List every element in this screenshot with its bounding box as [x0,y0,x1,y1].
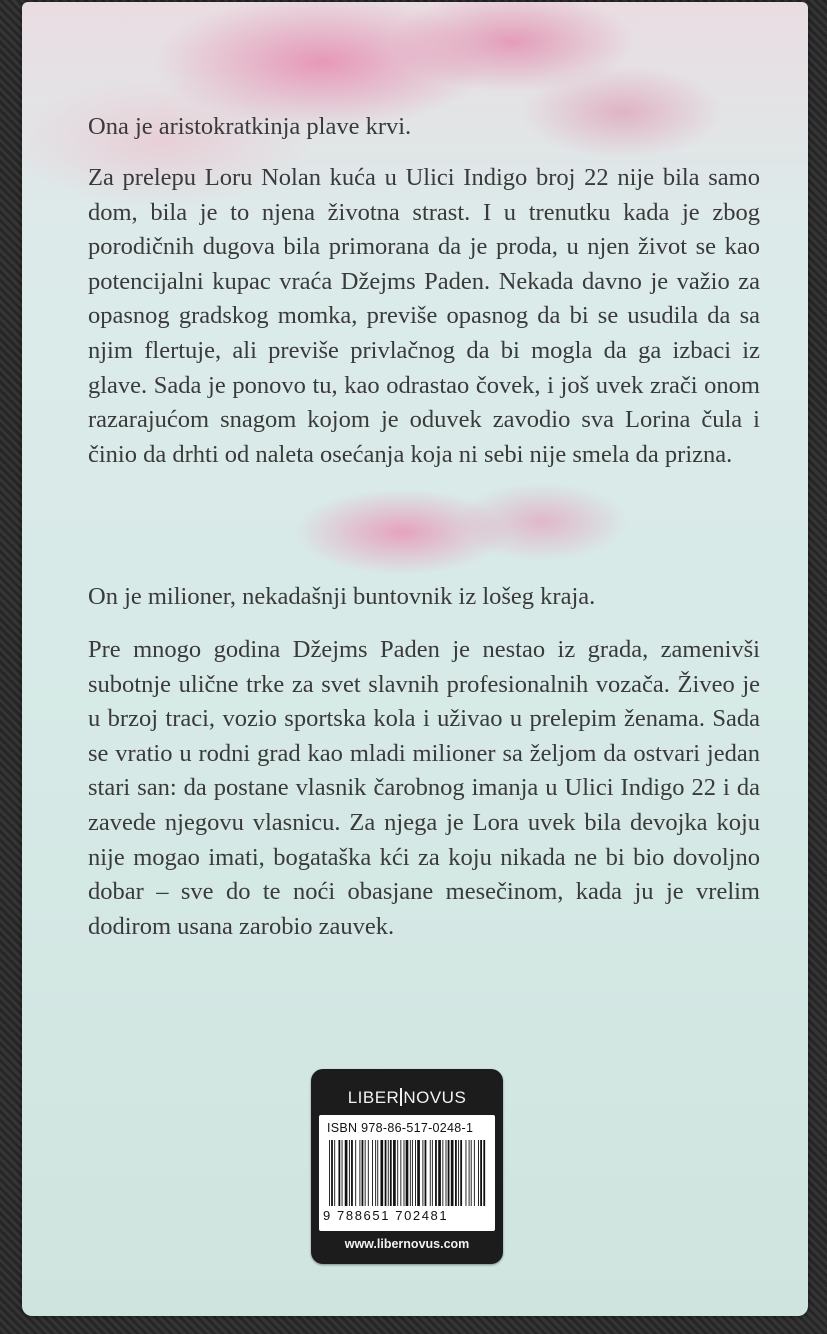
blurb-paragraph-hero [88,633,760,944]
barcode-bar [480,1140,482,1206]
publisher-logo [311,1088,503,1108]
barcode-bar [368,1140,369,1206]
barcode-bar [474,1140,475,1206]
blurb-paragraph-heroine [88,161,760,472]
barcode-bar [400,1140,401,1206]
barcode-bar [448,1140,450,1206]
barcode-bar [397,1140,398,1206]
barcode-bar [380,1140,383,1206]
barcode-bar [432,1140,433,1206]
barcode-bar [385,1140,387,1206]
barcode-bar [460,1140,462,1206]
barcode-bar [375,1140,376,1206]
barcode-bar [438,1140,441,1206]
barcode-bar [458,1140,459,1206]
barcode-bar [390,1140,392,1206]
barcode-bar [329,1140,330,1206]
barcode-bar [342,1140,343,1206]
barcode-bar [446,1140,447,1206]
barcode-bar [415,1140,416,1206]
barcode-bar [469,1140,470,1206]
isbn-panel [319,1115,495,1231]
barcode-icon [327,1140,487,1206]
barcode-bar [435,1140,437,1206]
barcode-bar [422,1140,423,1206]
barcode-digits: 9 788651 702481 [323,1208,449,1223]
barcode-bar [471,1140,472,1206]
barcode-bar [455,1140,457,1206]
barcode-bar [412,1140,413,1206]
book-back-cover [22,2,808,1316]
barcode-bar [388,1140,389,1206]
barcode-bar [417,1140,420,1206]
barcode-bar [331,1140,333,1206]
blurb-text-2: Pre mnogo godina Džejms Paden je nestao iz grada, zamenivši subotnje ulične trke za svet slavnih profesionalnih vozača. Živeo je u brzoj traci, vozio sportska kola i uživao u prelepim ženama. Sada se vratio u rodni grad kao mladi milioner sa željom da ostvari jedan stari san: da postane vlasnik čarobnog imanja u Ulici Indigo 22 i da zavede njegovu vlasnicu. Za njega je Lora uvek bila devojka koju nije mogao imati, bogataška kći za koju nikada ne bi bio dovoljno dobar – sve do te noći obasjane mesečinom, kada ju je vrelim dodirom usana zarobio zauvek. [88,636,760,940]
logo-right-text: NOVUS [403,1088,467,1107]
barcode-bar [345,1140,348,1206]
barcode-bar [406,1140,409,1206]
barcode-bar [410,1140,411,1206]
publisher-url: www.libernovus.com [344,1237,470,1251]
barcode-bar [483,1140,485,1206]
barcode-bar [359,1140,360,1206]
barcode-bar [430,1140,431,1206]
barcode-bar [377,1140,378,1206]
blurb-text-1: Za prelepu Loru Nolan kuća u Ulici Indigo broj 22 nije bila samo dom, bila je to njena životna strast. I u trenutku kada je zbog porodičnih dugova bila primorana da je proda, u njen život se kao potencijalni kupac vraća Džejms Paden. Nekada davno je važio za opasnog gradskog momka, previše opasnog da bi se usudila da sa njim flertuje, ali previše privlačnog da bi mogla da ga izbaci iz glave. Sada je ponovo tu, kao odrastao čovek, i još uvek zrači onom razarajućom snagom kojom je oduvek zavodio sva Lorina čula i činio da drhti od naleta osećanja koja ni sebi nije smela da prizna. [88,164,760,468]
barcode-bar [338,1140,340,1206]
barcode-bar [355,1140,356,1206]
barcode-bar [393,1140,396,1206]
barcode-bar [478,1140,479,1206]
barcode-bar [404,1140,405,1206]
tagline-hero: On je milioner, nekadašnji buntovnik iz lošeg kraja. [88,583,596,610]
barcode-bar [425,1140,427,1206]
barcode-bar [351,1140,353,1206]
barcode-bar [372,1140,373,1206]
barcode-bar [451,1140,454,1206]
barcode-bar [349,1140,350,1206]
logo-left-text: LIBER [347,1088,400,1107]
tagline-heroine: Ona je aristokratkinja plave krvi. [88,113,412,140]
barcode-bar [334,1140,335,1206]
barcode-bar [365,1140,366,1206]
barcode-bar [466,1140,467,1206]
publisher-badge [311,1069,503,1264]
isbn-number: ISBN 978-86-517-0248-1 [327,1121,474,1135]
barcode-bar [442,1140,443,1206]
barcode-bar [362,1140,364,1206]
